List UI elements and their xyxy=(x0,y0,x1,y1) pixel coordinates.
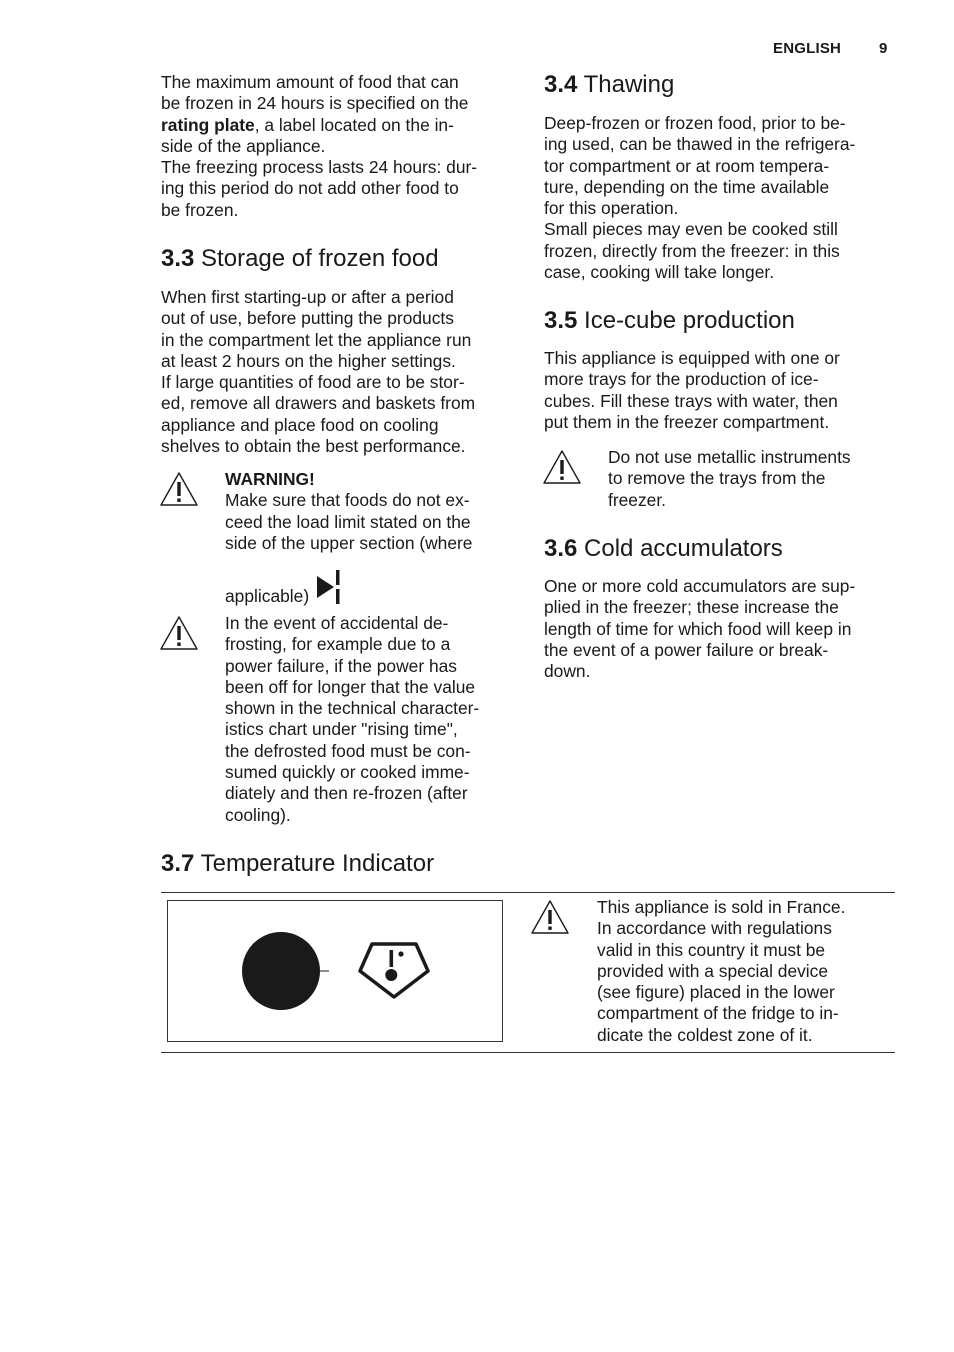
defrost-note: In the event of accidental de- frosting, for example due to a power failure, if the power has been off for longer that the value shown in the technical character- istics chart under "rising time", the defrosted food must be con- sumed quickly or cooked imme- diately and then re-frozen (after cooling). xyxy=(225,613,480,825)
heading-3-7 xyxy=(161,849,434,879)
heading-number: 3.5 xyxy=(544,307,578,334)
heading-title: Storage of frozen food xyxy=(201,245,439,272)
page-number: 9 xyxy=(879,40,888,57)
heading-title: Cold accumulators xyxy=(584,535,783,562)
heading-3-6 xyxy=(544,534,783,564)
divider xyxy=(161,892,895,893)
heading-title: Ice-cube production xyxy=(584,307,795,334)
header-language: ENGLISH xyxy=(773,40,842,57)
cold-accumulators-text: One or more cold accumulators are sup- plied in the freezer; these increase the length of time for which food will keep in the event of a power failure or break- down. xyxy=(544,576,856,682)
intro-text: The maximum amount of food that can be frozen in 24 hours is specified on the rating plate, a label located on the in- side of the appliance. The freezing process lasts 24 hours: dur- ing this period do not add other food to be frozen. xyxy=(161,72,478,220)
load-limit-arrow-icon xyxy=(316,570,342,606)
heading-number: 3.6 xyxy=(544,535,578,562)
heading-title: Temperature Indicator xyxy=(200,850,435,877)
ice-cube-text: This appliance is equipped with one or more trays for the production of ice- cubes. Fill these trays with water, then put them in the freezer compartment. xyxy=(544,348,840,432)
temperature-indicator-icon xyxy=(168,901,502,1041)
heading-3-5 xyxy=(544,306,795,336)
warning-triangle-icon xyxy=(159,615,199,651)
heading-title: Thawing xyxy=(583,71,675,98)
heading-3-3 xyxy=(161,244,439,274)
warning-block: WARNING! Make sure that foods do not ex- ceed the load limit stated on the side of the upper section (where applicable) xyxy=(225,469,473,607)
heading-number: 3.7 xyxy=(161,850,195,877)
warning-triangle-icon xyxy=(159,471,199,507)
thawing-text: Deep-frozen or frozen food, prior to be- ing used, can be thawed in the refrigera- tor compartment or at room tempera- ture, depending on the time available for this operation. Small pieces may even be cooked still frozen, directly from the freezer: in this case, cooking will take longer. xyxy=(544,113,856,283)
heading-number: 3.3 xyxy=(161,245,195,272)
divider xyxy=(161,1052,895,1053)
warning-triangle-icon xyxy=(542,449,582,485)
france-note: This appliance is sold in France. In accordance with regulations valid in this country it must be provided with a special device (see figure) placed in the lower compartment of the fridge to in- dicate the coldest zone of it. xyxy=(597,897,846,1045)
warning-triangle-icon xyxy=(530,899,570,935)
heading-3-4 xyxy=(544,70,674,100)
heading-number: 3.4 xyxy=(544,71,578,98)
rating-plate-term: rating plate xyxy=(161,114,255,135)
warning-title: WARNING! xyxy=(225,469,315,489)
temperature-indicator-figure xyxy=(167,900,503,1042)
ice-cube-note: Do not use metallic instruments to remove the trays from the freezer. xyxy=(608,447,851,510)
storage-text: When first starting-up or after a period out of use, before putting the products in the compartment let the appliance run at least 2 hours on the higher settings. If large quantities of food are to be stor- ed, remove all drawers and baskets from appliance and place food on cooling shelves to obtain the best performance. xyxy=(161,287,476,457)
